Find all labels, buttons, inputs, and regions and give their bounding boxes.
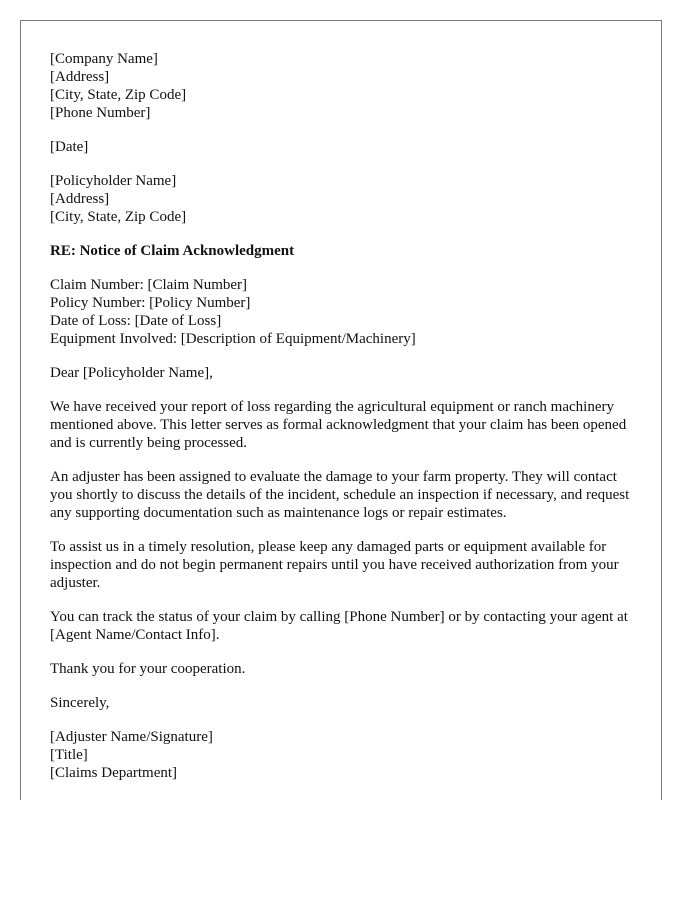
closing: Sincerely, — [50, 695, 110, 711]
signature-title: [Title] — [50, 747, 88, 763]
sender-block — [50, 50, 636, 122]
letter-content — [50, 50, 636, 782]
recipient-name: [Policyholder Name] — [50, 173, 177, 189]
signature-name: [Adjuster Name/Signature] — [50, 729, 213, 745]
recipient-city-state-zip: [City, State, Zip Code] — [50, 209, 187, 225]
sender-address: [Address] — [50, 69, 110, 85]
equipment-involved: Equipment Involved: [Description of Equipment/Machinery] — [50, 331, 416, 347]
sender-company-name: [Company Name] — [50, 51, 158, 67]
claim-number: Claim Number: [Claim Number] — [50, 277, 248, 293]
sender-phone: [Phone Number] — [50, 105, 151, 121]
letter-page — [20, 20, 662, 800]
recipient-address: [Address] — [50, 191, 110, 207]
recipient-block — [50, 172, 636, 226]
body-paragraph: You can track the status of your claim by calling [Phone Number] or by contacting your agent at [Agent Name/Contact Info]. — [50, 609, 628, 643]
subject-line: RE: Notice of Claim Acknowledgment — [50, 243, 295, 259]
claim-details-block — [50, 276, 636, 348]
body-paragraph: We have received your report of loss regarding the agricultural equipment or ranch machinery mentioned above. This letter serves as formal acknowledgment that your claim has been opened and is currently being processed. — [50, 399, 627, 451]
subject-block — [50, 242, 636, 260]
signature-block — [50, 728, 636, 782]
body-paragraph: To assist us in a timely resolution, please keep any damaged parts or equipment available for inspection and do not begin permanent repairs until you have received authorization from your adjuster. — [50, 539, 619, 591]
signature-department: [Claims Department] — [50, 765, 178, 781]
body-paragraph: An adjuster has been assigned to evaluate the damage to your farm property. They will contact you shortly to discuss the details of the incident, schedule an inspection if necessary, and request any supporting documentation such as maintenance logs or repair estimates. — [50, 469, 630, 521]
letter-date: [Date] — [50, 139, 89, 155]
date-block — [50, 138, 636, 156]
sender-city-state-zip: [City, State, Zip Code] — [50, 87, 187, 103]
policy-number: Policy Number: [Policy Number] — [50, 295, 251, 311]
salutation: Dear [Policyholder Name], — [50, 365, 213, 381]
date-of-loss: Date of Loss: [Date of Loss] — [50, 313, 222, 329]
body-paragraph: Thank you for your cooperation. — [50, 661, 246, 677]
